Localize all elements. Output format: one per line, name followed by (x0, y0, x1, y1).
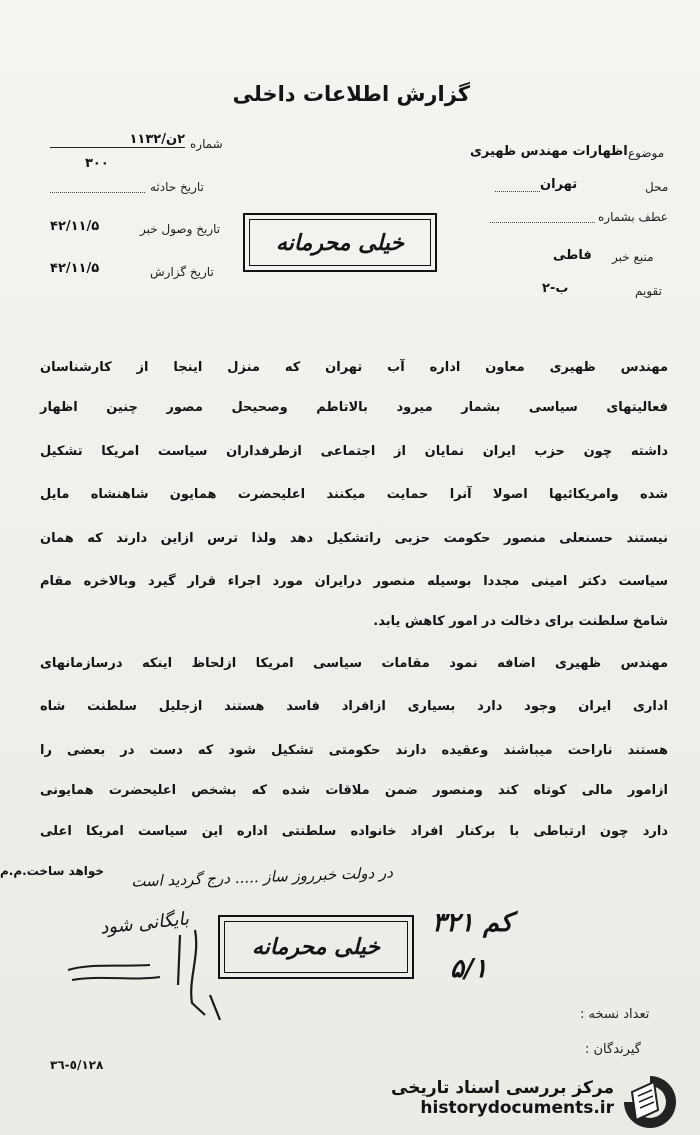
watermark-fa: مرکز بررسی اسناد تاریخی (391, 1078, 614, 1098)
report-date-label: تاریخ گزارش (150, 265, 214, 279)
body-line: ازامور مالی کوتاه کند ومنصور ضمن ملاقات شده که بشخص اعلیحضرت همایونی (40, 783, 668, 798)
body-line: فعالیتهای سیاسی بشمار میرود بالاتاطم وصحیحل مصور چنین اظهار (40, 400, 668, 415)
document-code: ٥/١٢٨-٣٦ (50, 1058, 104, 1072)
ref-line (490, 222, 595, 223)
receipt-date-label: تاریخ وصول خبر (140, 222, 221, 236)
handwritten-marginal: بایگانی شود (99, 908, 190, 939)
archive-logo-icon (618, 1074, 682, 1130)
incident-date-label: تاریخ حادثه (150, 180, 204, 194)
rating-value: ب-٢ (542, 281, 569, 296)
recipients-label: گیرندگان : (585, 1042, 641, 1057)
number-label: شماره (190, 137, 223, 151)
body-line: مهندس ظهیری اضافه نمود مقامات سیاسی امریکا ازلحاظ اینکه درسازمانهای (40, 656, 668, 671)
receipt-date: ۴٢/١١/۵ (50, 219, 100, 234)
number-value: ٢ن/١١٣٢ (50, 132, 185, 148)
location-label: محل (645, 180, 669, 194)
body-line: هستند ناراحت میباشند وعقیده دارند حکومتی تشکیل شود که دست در بعضی را (40, 743, 668, 758)
watermark-en: historydocuments.ir (420, 1098, 614, 1118)
source-label: منبع خبر (612, 250, 654, 264)
body-line: داشته چون حزب ایران نمایان از اجتماعی ازطرفداران سیاست امریکا تشکیل (40, 444, 668, 459)
classification-stamp-top (243, 213, 437, 272)
location-line (495, 191, 540, 192)
stamp-text-top: خیلی محرمانه (275, 229, 405, 256)
number-sub: ٣٠٠ (85, 156, 109, 171)
rating-label: تقویم (635, 284, 662, 298)
report-date: ۴٢/١١/۵ (50, 261, 100, 276)
body-line: سیاست دکتر امینی مجددا بوسیله منصور درایران مورد اجراء قرار گیرد وبالاخره مقام (40, 574, 668, 589)
subject-label: موضوع (628, 146, 665, 160)
stamp-text-bottom: خیلی محرمانه (251, 934, 381, 960)
body-line: شامخ سلطنت برای دخالت در امور کاهش یابد. (373, 614, 668, 629)
body-line: خواهد ساخت.م.م (0, 864, 105, 878)
copies-label: تعداد نسخه : (580, 1007, 650, 1022)
source-watermark (391, 1078, 614, 1118)
location-value: تهران (540, 177, 578, 192)
incident-date-line (50, 192, 145, 193)
classification-stamp-bottom (218, 915, 414, 979)
handwritten-file-sub: ١/۵ (450, 954, 488, 984)
body-line: دارد چون ارتباطی با برکنار افراد خانواده سلطنتی اداره این سیاست امریکا اعلی (40, 824, 668, 839)
body-line: شده وامریکائیها اصولا آنرا حمایت میکنند اعلیحضرت همایون شاهنشاه مایل (40, 487, 668, 502)
body-line: نیستند حسنعلی منصور حکومت حزبی راتشکیل دهد ولذا ترس ازاین دارند که همان (40, 531, 668, 546)
ref-label: عطف بشماره (598, 210, 668, 224)
body-line: مهندس ظهیری معاون اداره آب تهران که منزل اینجا از کارشناسان (40, 360, 668, 375)
subject-value: اظهارات مهندس ظهیری (470, 144, 628, 159)
handwritten-file-number: کم ٣٢١ (432, 908, 513, 938)
handwritten-note: در دولت خبرروز ساز ..... درج گردید است (130, 863, 394, 891)
source-value: فاطی (553, 248, 592, 263)
page-title: گزارش اطلاعات داخلی (232, 82, 470, 106)
body-line: اداری ایران وجود دارد بسیاری ازافراد فاسد هستند ازجلیل سلطنت شاه (40, 699, 668, 714)
